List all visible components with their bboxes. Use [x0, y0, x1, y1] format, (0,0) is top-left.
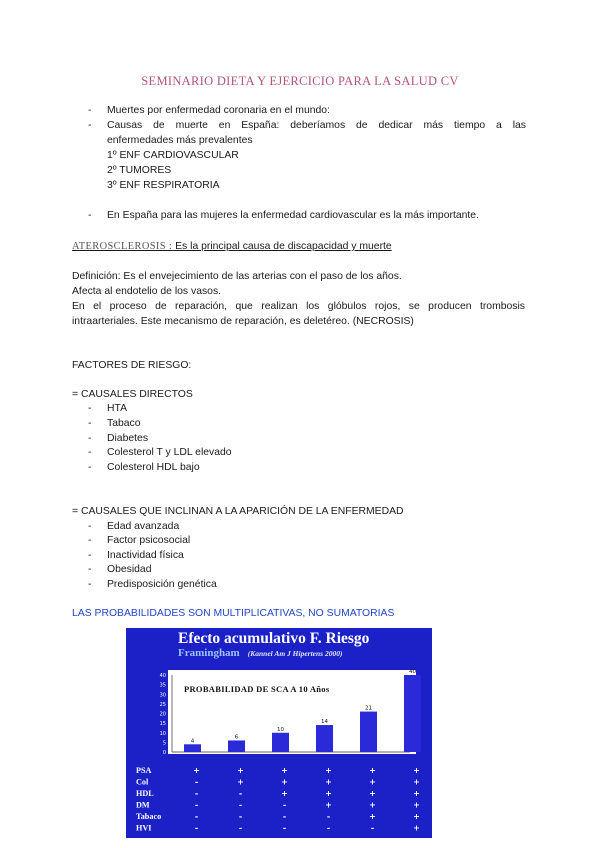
- factor-sign: -: [194, 812, 199, 821]
- factor-row-label: HDL: [136, 789, 154, 798]
- factor-sign: +: [413, 766, 420, 775]
- chart-bar: [272, 733, 289, 752]
- list-item-text: Causas de muerte en España: deberíamos de dedicar más tiempo a las: [107, 120, 526, 131]
- factor-sign: -: [194, 789, 199, 798]
- factor-sign: -: [238, 800, 243, 810]
- y-tick-label: 0: [162, 750, 166, 756]
- factor-sign: +: [325, 766, 332, 775]
- chart-bar: [316, 725, 333, 752]
- definition-line: intraarteriales. Este mecanismo de reparación, es deletéreo. (NECROSIS): [72, 316, 414, 327]
- chart-bar: [360, 712, 377, 752]
- factor-sign: -: [326, 812, 331, 821]
- factor-row-label: PSA: [136, 766, 152, 775]
- predisposing-causes-heading: = CAUSALES QUE INCLINAN A LA APARICIÓN DE LA ENFERMEDAD: [72, 506, 404, 517]
- y-tick-label: 25: [159, 701, 166, 708]
- bullet-dash: -: [88, 210, 92, 221]
- y-tick-label: 20: [159, 711, 166, 718]
- factor-sign: +: [281, 789, 288, 798]
- list-item: - Colesterol HDL bajo: [88, 461, 91, 476]
- direct-causes-heading: = CAUSALES DIRECTOS: [72, 389, 193, 400]
- factor-sign: -: [194, 800, 199, 810]
- list-item-text: Colesterol HDL bajo: [107, 462, 200, 473]
- factor-sign: +: [281, 766, 288, 775]
- list-item-text: HTA: [107, 403, 128, 414]
- factor-sign: +: [369, 777, 376, 787]
- y-tick-label: 10: [159, 730, 166, 737]
- factor-row-label: DM: [136, 800, 150, 810]
- risk-chart: [126, 628, 432, 838]
- list-item-text: En España para las mujeres la enfermedad cardiovascular es la más importante.: [107, 210, 479, 221]
- chart-title: Efecto acumulativo F. Riesgo: [178, 630, 370, 647]
- list-item-text: Tabaco: [107, 418, 141, 429]
- factor-sign: +: [237, 777, 244, 787]
- atherosclerosis-text: Es la principal causa de discapacidad y muerte: [172, 241, 392, 252]
- list-item-text: Diabetes: [107, 433, 149, 444]
- factor-sign: +: [413, 800, 420, 810]
- cause-item: 1º ENF CARDIOVASCULAR: [107, 150, 239, 161]
- factor-sign: -: [370, 823, 375, 833]
- factor-sign: +: [369, 789, 376, 798]
- factor-sign: +: [413, 789, 420, 798]
- factor-sign: -: [282, 800, 287, 810]
- risk-factors-heading: FACTORES DE RIESGO:: [72, 360, 192, 371]
- list-item: - Factor psicosocial: [88, 534, 91, 549]
- y-tick-label: 30: [159, 692, 166, 699]
- list-item-text: Factor psicosocial: [107, 535, 191, 546]
- definition-line: Afecta al endotelio de los vasos.: [72, 286, 222, 297]
- factor-sign: -: [238, 789, 243, 798]
- definition-line: En el proceso de reparación, que realizan los glóbulos rojos, se producen trombosis: [72, 301, 525, 312]
- y-tick-label: 40: [159, 673, 166, 679]
- chart-subtitle-text: Framingham: [178, 647, 240, 659]
- factor-sign: +: [325, 777, 332, 787]
- multiplicative-note: LAS PROBABILIDADES SON MULTIPLICATIVAS, NO SUMATORIAS: [72, 608, 395, 619]
- list-item-text: Predisposición genética: [107, 579, 217, 590]
- chart-subtitle: [178, 647, 342, 659]
- page-title: SEMINARIO DIETA Y EJERCICIO PARA LA SALUD CV: [141, 74, 459, 88]
- bar-value-label: 21: [365, 705, 372, 712]
- list-item: - Edad avanzada: [88, 520, 91, 535]
- factor-row-label: Tabaco: [136, 812, 162, 821]
- factor-sign: +: [369, 812, 376, 821]
- list-item-text: Obesidad: [107, 564, 152, 575]
- list-item-text: Colesterol T y LDL elevado: [107, 447, 232, 458]
- chart-inner-title: PROBABILIDAD DE SCA A 10 Años: [184, 684, 330, 694]
- bar-value-label: 40: [409, 669, 416, 675]
- list-item: - Tabaco: [88, 417, 91, 432]
- factor-sign: +: [325, 789, 332, 798]
- chart-bar: [228, 740, 245, 752]
- factor-sign: +: [237, 766, 244, 775]
- factor-sign: +: [413, 777, 420, 787]
- factor-sign: +: [281, 777, 288, 787]
- cause-item: 2º TUMORES: [107, 165, 172, 176]
- factor-sign: -: [282, 823, 287, 833]
- atherosclerosis-label: ATEROSCLEROSIS :: [72, 241, 173, 252]
- factor-sign: -: [194, 823, 199, 833]
- factor-sign: +: [193, 766, 200, 775]
- factor-row-label: HVI: [136, 823, 152, 833]
- bar-value-label: 14: [321, 719, 328, 726]
- risk-chart-svg: [126, 628, 432, 838]
- factor-sign: -: [238, 812, 243, 821]
- atherosclerosis-heading: [72, 240, 392, 255]
- list-item-text: Inactividad física: [107, 550, 184, 561]
- list-item: - Diabetes: [88, 432, 91, 447]
- factor-sign: -: [282, 812, 287, 821]
- list-item: - Inactividad física: [88, 549, 91, 564]
- list-item: - Colesterol T y LDL elevado: [88, 446, 91, 461]
- list-item-text: Muertes por enfermedad coronaria en el mundo:: [107, 105, 330, 116]
- chart-plot-panel: [168, 670, 416, 754]
- chart-citation: (Kannel Am J Hipertens 2000): [247, 649, 343, 658]
- chart-bar: [404, 675, 421, 752]
- bullet-dash: -: [88, 105, 92, 116]
- factor-sign: +: [413, 812, 420, 821]
- factor-sign: +: [369, 766, 376, 775]
- y-tick-label: 15: [159, 721, 166, 728]
- factor-row-label: Col: [136, 777, 149, 787]
- chart-factor-table: [136, 766, 420, 833]
- list-item-text: enfermedades más prevalentes: [107, 135, 253, 146]
- factor-sign: -: [238, 823, 243, 833]
- cause-item: 3º ENF RESPIRATORIA: [107, 180, 220, 191]
- list-item-text: Edad avanzada: [107, 521, 180, 532]
- list-item: - Obesidad: [88, 563, 91, 578]
- list-item: - Predisposición genética: [88, 578, 91, 593]
- factor-sign: +: [369, 800, 376, 810]
- y-tick-label: 5: [162, 740, 166, 747]
- factor-sign: -: [326, 823, 331, 833]
- factor-sign: +: [413, 823, 420, 833]
- bar-value-label: 10: [277, 726, 284, 733]
- y-tick-label: 35: [159, 682, 166, 689]
- factor-sign: +: [325, 800, 332, 810]
- bar-value-label: 4: [190, 738, 195, 745]
- definition-line: Definición: Es el envejecimiento de las arterias con el paso de los años.: [72, 271, 402, 282]
- list-item: - HTA: [88, 402, 91, 417]
- bar-value-label: 6: [234, 734, 239, 741]
- bullet-dash: -: [88, 120, 92, 131]
- factor-sign: -: [194, 777, 199, 787]
- chart-bar: [184, 744, 201, 752]
